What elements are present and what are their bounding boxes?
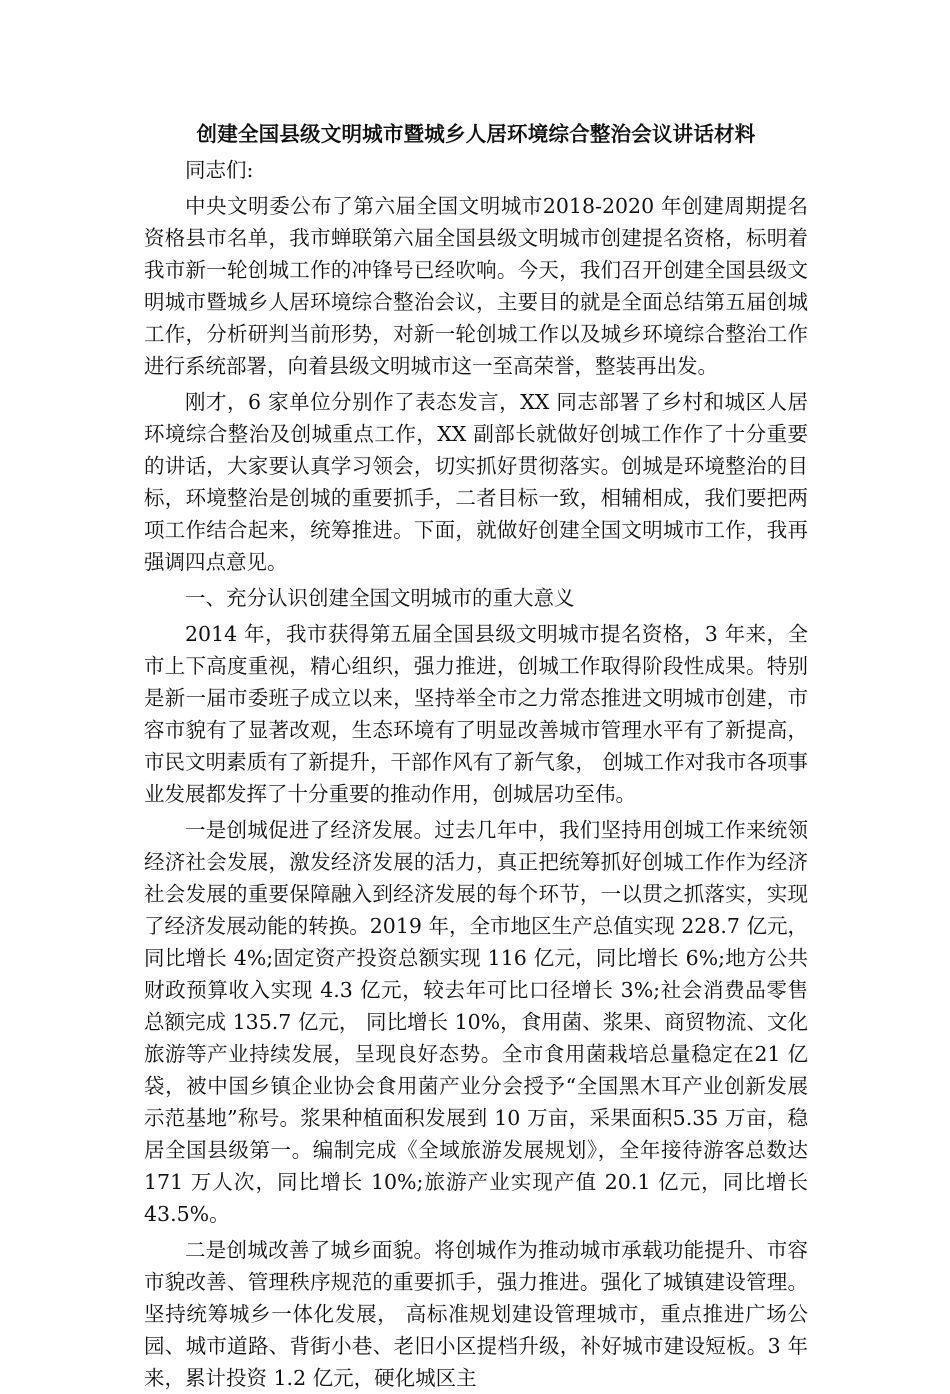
salutation: 同志们: — [185, 158, 254, 182]
paragraph-intro: 中央文明委公布了第六届全国文明城市2018-2020 年创建周期提名资格县市名单，我市蝉联第六届全国县级文明城市创建提名资格，标明着我市新一轮创城工作的冲锋号已经吹响。今天，我们召开创建全国县级文明城市暨城乡人居环境综合整治会议，主要目的就是全面总结第五届创城工作，分析研判当前形势，对新一轮创城工作以及城乡环境综合整治工作进行系统部署，向着县级文明城市这一至高荣誉，整装再出发。 — [144, 194, 808, 378]
paragraph-achievements: 2014 年，我市获得第五届全国县级文明城市提名资格，3 年来，全市上下高度重视，精心组织，强力推进，创城工作取得阶段性成果。特别是新一届市委班子成立以来，坚持举全市之力常态推进文明城市创建，市容市貌有了显著改观，生态环境有了明显改善城市管理水平有了新提高，市民文明素质有了新提升，干部作风有了新气象， 创城工作对我市各项事业发展都发挥了十分重要的推动作用，创城居功至伟。 — [144, 622, 808, 806]
section-heading: 一、充分认识创建全国文明城市的重大意义 — [185, 586, 575, 610]
document-title: 创建全国县级文明城市暨城乡人居环境综合整治会议讲话材料 — [196, 122, 756, 146]
paragraph-urban: 二是创城改善了城乡面貌。将创城作为推动城市承载功能提升、市容市貌改善、管理秩序规范的重要抓手，强力推进。强化了城镇建设管理。坚持统筹城乡一体化发展， 高标准规划建设管理城市，重点推进广场公园、城市道路、背街小巷、老旧小区提档升级，补好城市建设短板。3 年来，累计投资 1.2 亿元，硬化城区主 — [144, 1238, 808, 1390]
paragraph-economy: 一是创城促进了经济发展。过去几年中，我们坚持用创城工作来统领经济社会发展，激发经济发展的活力，真正把统筹抓好创城工作作为经济社会发展的重要保障融入到经济发展的每个环节，一以贯之抓落实，实现了经济发展动能的转换。2019 年，全市地区生产总值实现 228.7 亿元，同比增长 4%;固定资产投资总额实现 116 亿元，同比增长 6%;地方公共财政预算收入实现 4.3 亿元，较去年可比口径增长 3%;社会消费品零售总额完成 135.7 亿元， 同比增长 10%，食用菌、浆果、商贸物流、文化旅游等产业持续发展，呈现良好态势。全市食用菌栽培总量稳定在21 亿袋，被中国乡镇企业协会食用菌产业分会授予“全国黑木耳产业创新发展示范基地”称号。浆果种植面积发展到 10 万亩，采果面积5.35 万亩，稳居全国县级第一。编制完成《全域旅游发展规划》，全年接待游客总数达 171 万人次，同比增长 10%;旅游产业实现产值 20.1 亿元，同比增长 43.5%。 — [144, 818, 808, 1226]
document-page — [144, 118, 808, 1394]
paragraph-speeches: 刚才，6 家单位分别作了表态发言，XX 同志部署了乡村和城区人居环境综合整治及创城重点工作，XX 副部长就做好创城工作作了十分重要的讲话，大家要认真学习领会，切实抓好贯彻落实。创城是环境整治的目标，环境整治是创城的重要抓手，二者目标一致，相辅相成，我们要把两项工作结合起来，统筹推进。下面，就做好创建全国文明城市工作，我再强调四点意见。 — [144, 390, 808, 574]
